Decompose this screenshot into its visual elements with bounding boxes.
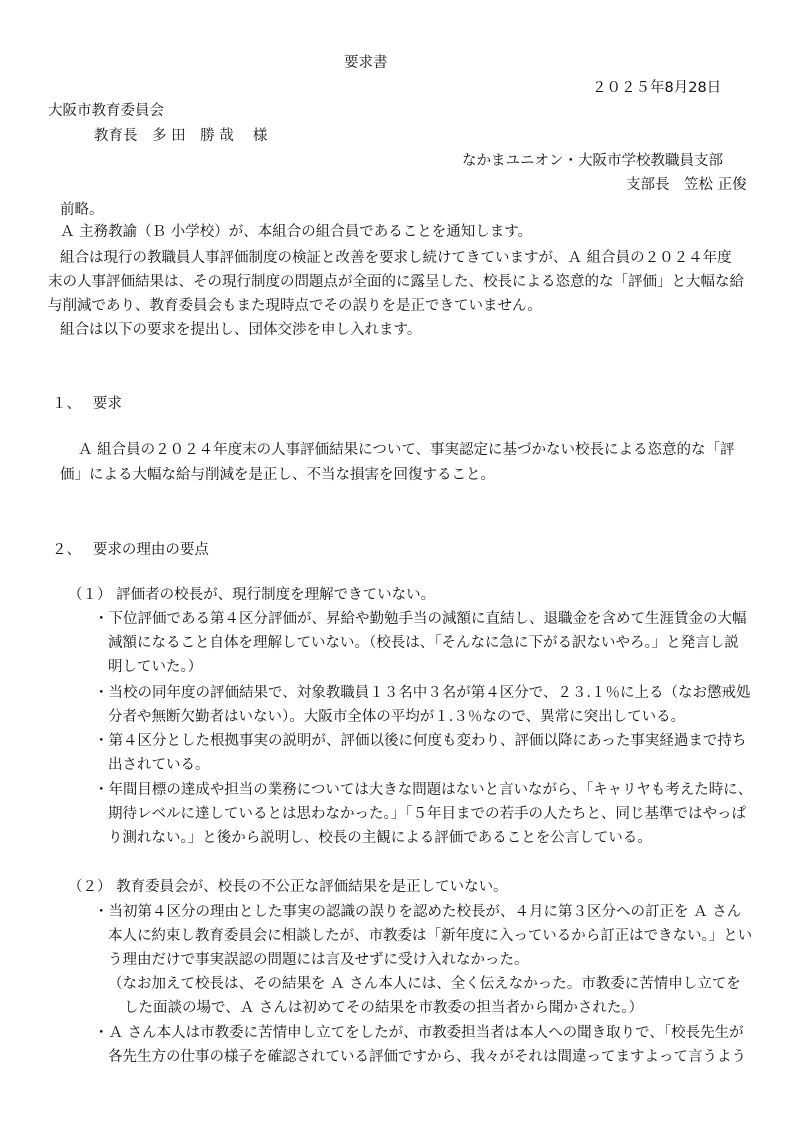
subsection-2-note-line-1: （なお加えて校長は、その結果を Ａ さん本人には、全く伝えなかった。市教委に苦情申し立てを (108, 976, 741, 992)
section-1-line-2: 価」による大幅な給与削減を是正し、不当な損害を回復すること。 (60, 467, 495, 483)
subsection-1-bullet-1-line-2: 減額になること自体を理解していない。（校長は、「そんなに急に下がる訳ないやろ。」と発言し説 (108, 635, 739, 651)
subsection-1-heading: （１） 評価者の校長が、現行制度を理解できていない。 (68, 587, 436, 603)
subsection-2-bullet-1-line-1: ・当初第４区分の理由とした事実の認識の誤りを認めた校長が、４月に第３区分への訂正を Ａ さん (94, 904, 742, 920)
subsection-1-bullet-4-line-1: ・年間目標の達成や担当の業務については大きな問題はないと言いながら、「キャリヤも考えた時に、 (94, 782, 753, 798)
section-1-line-1: Ａ 組合員の２０２４年度末の人事評価結果について、事実認定に基づかない校長による恣意的な「評 (78, 442, 735, 458)
subsection-1-bullet-2-line-2: 分者や無断欠勤者はいない）。大阪市全体の平均が１.３％なので、異常に突出している。 (108, 709, 686, 725)
sender-person: 支部長 笠松 正俊 (626, 177, 747, 193)
subsection-1-bullet-4-line-3: り測れない。」と後から説明し、校長の主観による評価であることを公言している。 (108, 830, 652, 846)
subsection-2-heading: （２） 教育委員会が、校長の不公正な評価結果を是正していない。 (68, 879, 508, 895)
subsection-2-bullet-1-line-2: 本人に約束し教育委員会に相談したが、市教委は「新年度に入っているから訂正はできない。」とい (108, 928, 753, 944)
document-date: ２０２５年8月28日 (592, 80, 722, 96)
subsection-1-bullet-1-line-3: 明していた。） (108, 659, 203, 675)
intro-paragraph-1: Ａ 主務教諭（Ｂ 小学校）が、本組合の組合員であることを通知します。 (60, 224, 533, 240)
subsection-1-bullet-2-line-1: ・当校の同年度の評価結果で、対象教職員１３名中３名が第４区分で、２３.１％に上る（なお懲戒処 (94, 685, 751, 701)
section-1-heading: １、 要求 (52, 396, 122, 412)
subsection-2-bullet-2-line-2: 各先生方の仕事の様子を確認されている評価ですから、我々がそれは間違ってますよって言うよう (108, 1049, 746, 1065)
greeting: 前略。 (60, 202, 104, 218)
addressee-organization: 大阪市教育委員会 (48, 103, 164, 119)
subsection-1-bullet-4-line-2: 期待レベルに達しているとは思わなかった。」「５年目までの若手の人たちと、同じ基準ではやっぱ (108, 806, 746, 822)
subsection-1-bullet-1-line-1: ・下位評価である第４区分評価が、昇給や勤勉手当の減額に直結し、退職金を含めて生涯賃金の大幅 (94, 611, 747, 627)
subsection-2-note-line-2: した面談の場で、Ａ さんは初めてその結果を市教委の担当者から聞かされた。） (124, 1000, 644, 1016)
intro-paragraph-2-line-1: 組合は現行の教職員人事評価制度の検証と改善を要求し続けてきていますが、Ａ 組合員の２０２４年度 (60, 250, 732, 266)
addressee-person: 教育長 多 田 勝 哉 様 (94, 128, 268, 144)
section-2-heading: ２、 要求の理由の要点 (52, 542, 209, 558)
subsection-2-bullet-1-line-3: う理由だけで事実誤認の問題には言及せずに受け入れなかった。 (108, 952, 529, 968)
intro-paragraph-2-line-3: 与削減であり、教育委員会もまた現時点でその誤りを是正できていません。 (48, 298, 542, 314)
intro-paragraph-2-line-2: 末の人事評価結果は、その現行制度の問題点が全面的に露呈した、校長による恣意的な「評価」と大幅な給 (48, 274, 744, 290)
sender-organization: なかまユニオン・大阪市学校教職員支部 (462, 153, 723, 169)
intro-paragraph-3: 組合は以下の要求を提出し、団体交渉を申し入れます。 (60, 322, 422, 338)
subsection-1-bullet-3-line-1: ・第４区分とした根拠事実の説明が、評価以後に何度も変わり、評価以降にあった事実経過まで持ち (94, 733, 747, 749)
subsection-2-bullet-2-line-1: ・Ａ さん本人は市教委に苦情申し立てをしたが、市教委担当者は本人への聞き取りで、「校長先生が (94, 1025, 744, 1041)
document-title: 要求書 (344, 55, 388, 71)
subsection-1-bullet-3-line-2: 出されている。 (108, 757, 210, 773)
